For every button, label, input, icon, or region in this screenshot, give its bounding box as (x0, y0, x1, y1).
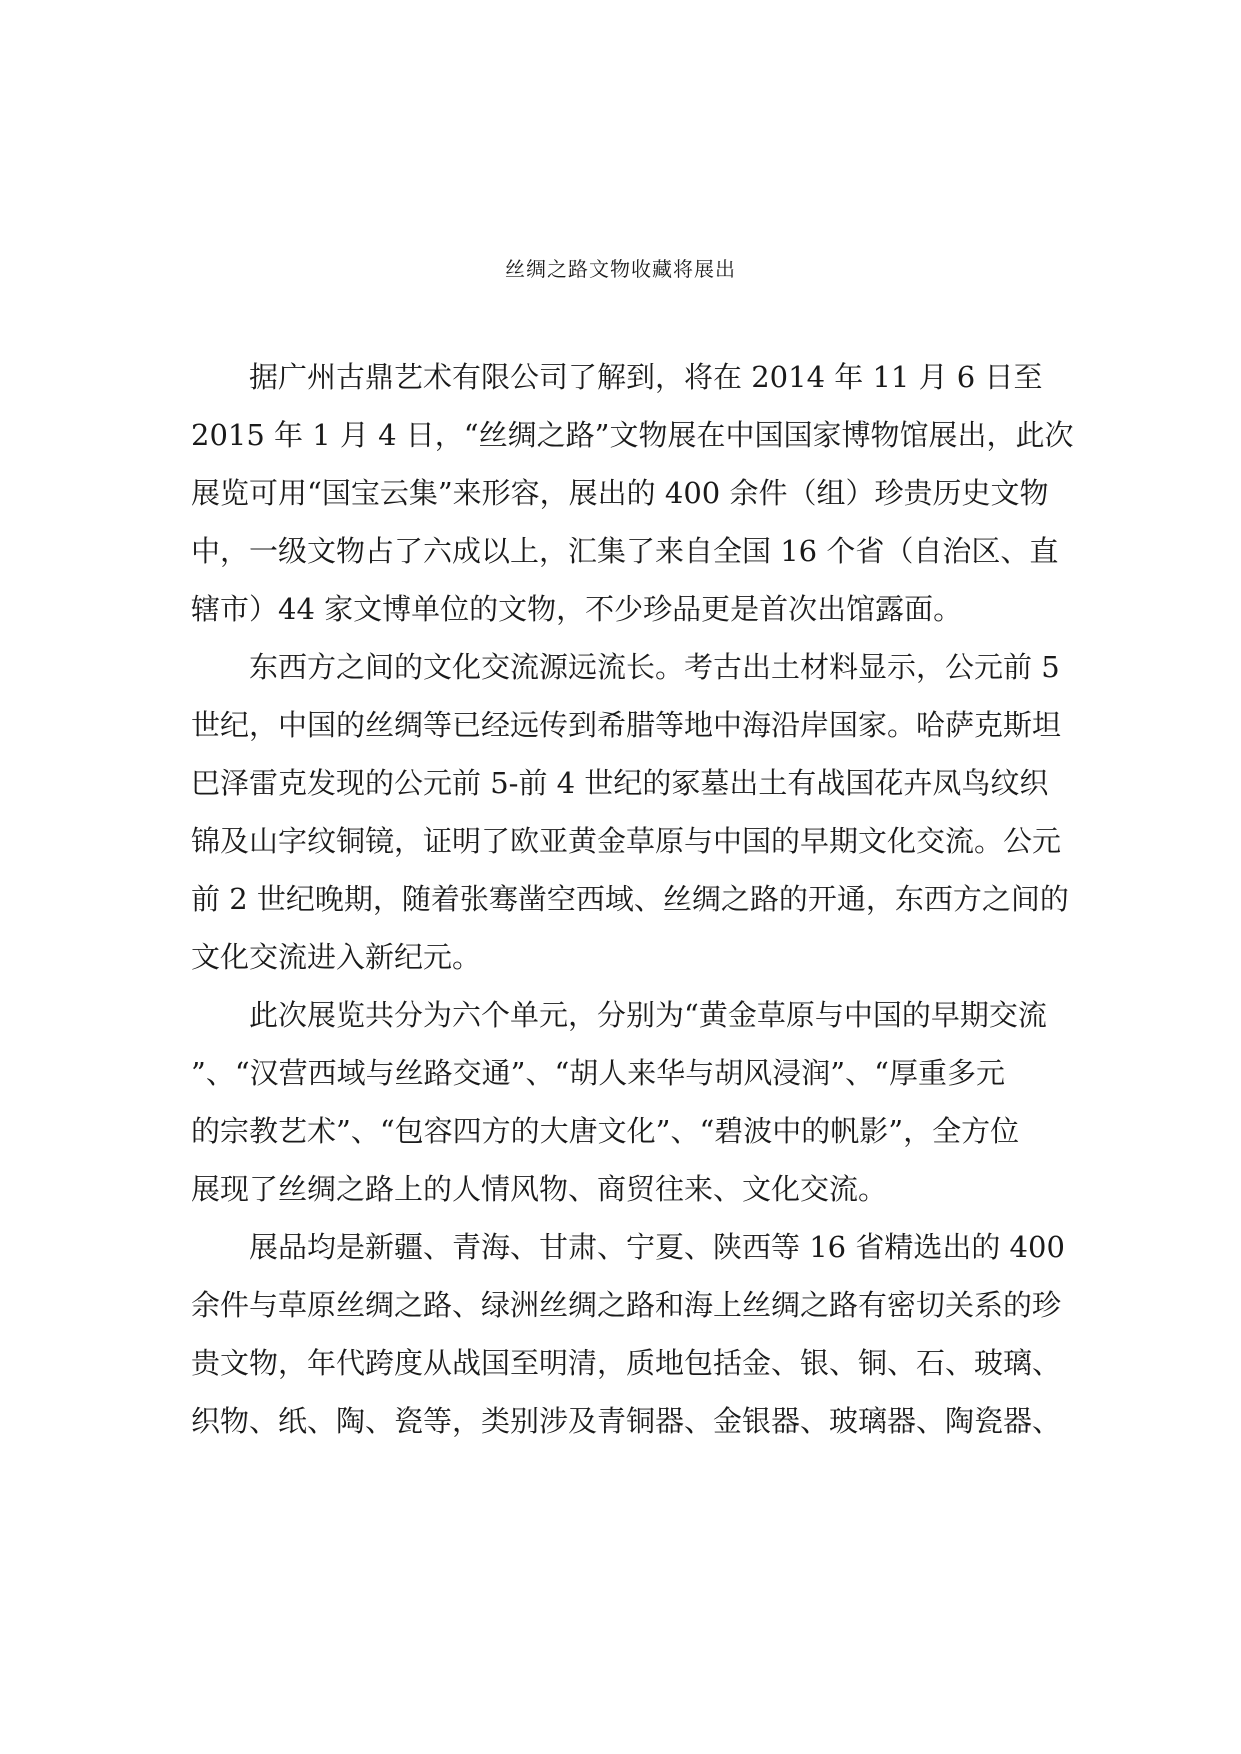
paragraph-line: 2015 年 1 月 4 日，“丝绸之路”文物展在中国国家博物馆展出，此次 (191, 418, 1074, 452)
paragraph-2 (191, 638, 1069, 986)
document-title: 丝绸之路文物收藏将展出 (505, 257, 736, 281)
paragraph-line: 辖市）44 家文博单位的文物，不少珍品更是首次出馆露面。 (191, 592, 963, 626)
paragraph-line: 展品均是新疆、青海、甘肃、宁夏、陕西等 16 省精选出的 400 (249, 1230, 1065, 1264)
paragraph-line: 展览可用“国宝云集”来形容，展出的 400 余件（组）珍贵历史文物 (191, 476, 1049, 510)
paragraph-line: 据广州古鼎艺术有限公司了解到，将在 2014 年 11 月 6 日至 (249, 360, 1043, 394)
paragraph-3 (191, 986, 1059, 1218)
paragraph-line: 锦及山字纹铜镜，证明了欧亚黄金草原与中国的早期文化交流。公元 (191, 824, 1062, 858)
paragraph-1 (191, 348, 1074, 638)
paragraph-line: 前 2 世纪晚期，随着张骞凿空西域、丝绸之路的开通，东西方之间的 (191, 882, 1069, 916)
paragraph-line: 世纪，中国的丝绸等已经远传到希腊等地中海沿岸国家。哈萨克斯坦 (191, 708, 1062, 742)
document-body (191, 348, 1074, 1450)
paragraph-line: ”、“汉营西域与丝路交通”、“胡人来华与胡风浸润”、“厚重多元 (191, 1056, 1005, 1090)
paragraph-line: 织物、纸、陶、瓷等，类别涉及青铜器、金银器、玻璃器、陶瓷器、 (191, 1404, 1062, 1438)
paragraph-line: 余件与草原丝绸之路、绿洲丝绸之路和海上丝绸之路有密切关系的珍 (191, 1288, 1062, 1322)
paragraph-4 (191, 1218, 1065, 1450)
paragraph-line: 巴泽雷克发现的公元前 5-前 4 世纪的冢墓出土有战国花卉凤鸟纹织 (191, 766, 1049, 800)
paragraph-line: 此次展览共分为六个单元，分别为“黄金草原与中国的早期交流 (249, 998, 1047, 1032)
paragraph-line: 展现了丝绸之路上的人情风物、商贸往来、文化交流。 (191, 1172, 888, 1206)
paragraph-line: 文化交流进入新纪元。 (191, 940, 482, 974)
paragraph-line: 的宗教艺术”、“包容四方的大唐文化”、“碧波中的帆影”，全方位 (191, 1114, 1020, 1148)
paragraph-line: 贵文物，年代跨度从战国至明清，质地包括金、银、铜、石、玻璃、 (191, 1346, 1062, 1380)
paragraph-line: 中，一级文物占了六成以上，汇集了来自全国 16 个省（自治区、直 (191, 534, 1059, 568)
paragraph-line: 东西方之间的文化交流源远流长。考古出土材料显示，公元前 5 (249, 650, 1060, 684)
